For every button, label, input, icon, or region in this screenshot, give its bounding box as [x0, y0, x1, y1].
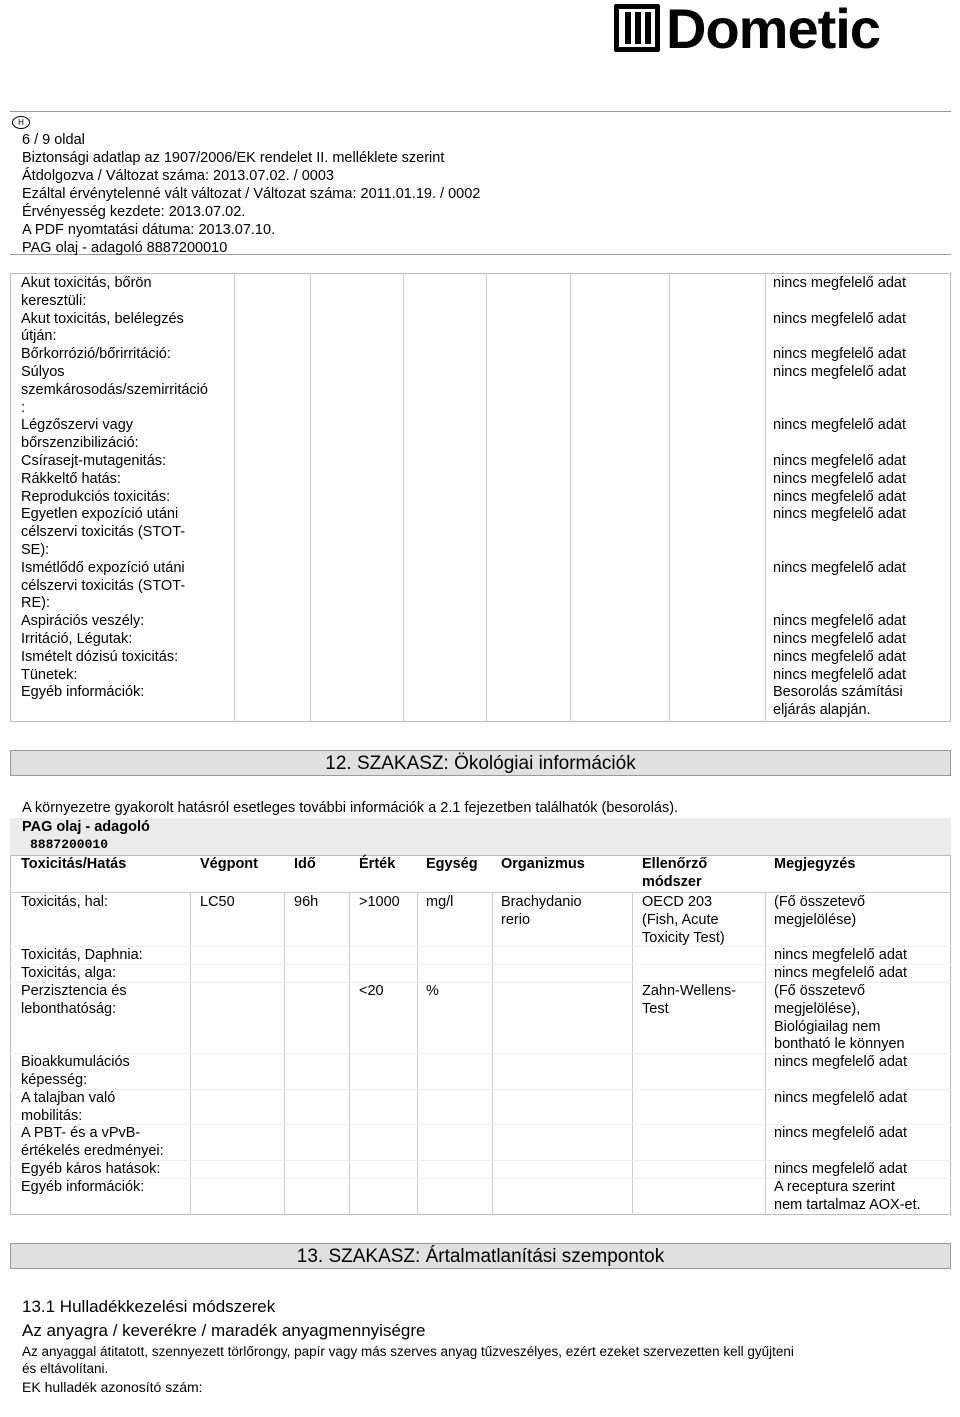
ecotox-cell: Toxicitás, Daphnia:	[21, 947, 143, 964]
ecotox-cell: (Fish, Acute	[642, 911, 719, 928]
section-13-heading: 13. SZAKASZ: Ártalmatlanítási szempontok	[10, 1243, 951, 1269]
tox-value: nincs megfelelő adat	[773, 275, 906, 291]
tox-value: nincs megfelelő adat	[773, 488, 906, 505]
ecotox-cell: megjelölése),	[774, 1000, 861, 1017]
tox-value: nincs megfelelő adat	[773, 453, 906, 469]
tox-label: Irritáció, Légutak:	[21, 631, 133, 647]
tox-label: RE):	[21, 595, 50, 612]
product-name: PAG olaj - adagoló	[22, 819, 150, 835]
ecotox-cell: Zahn-Wellens-	[642, 983, 737, 999]
column-header: módszer	[642, 873, 702, 890]
tox-label: Ismétlődő expozíció utáni	[21, 559, 185, 576]
ecotox-cell: >1000	[359, 894, 400, 910]
tox-label: bőrszenzibilizáció:	[21, 435, 139, 452]
ecotox-cell: Egyéb káros hatások:	[21, 1161, 161, 1177]
ecotox-cell: Test	[642, 1000, 669, 1017]
ecotox-cell: Biológiailag nem	[774, 1018, 881, 1035]
column-header: Megjegyzés	[774, 856, 856, 872]
tox-value: nincs megfelelő adat	[773, 470, 906, 487]
tox-value: eljárás alapján.	[773, 702, 871, 719]
ecotox-cell: nincs megfelelő adat	[774, 1161, 907, 1177]
ecotox-cell: megjelölése)	[774, 911, 857, 928]
ecotox-cell: Brachydanio	[501, 894, 582, 910]
ecotox-cell: képesség:	[21, 1072, 88, 1088]
ecotox-cell: A talajban való	[21, 1089, 116, 1106]
subsection-13-1: 13.1 Hulladékkezelési módszerek	[22, 1297, 276, 1316]
tox-value: nincs megfelelő adat	[773, 613, 906, 630]
ecotox-cell: %	[426, 983, 439, 999]
ecotox-cell: LC50	[200, 894, 235, 910]
ecotox-cell: (Fő összetevő	[774, 894, 866, 910]
tox-value: nincs megfelelő adat	[773, 666, 906, 683]
tox-value: nincs megfelelő adat	[773, 346, 906, 363]
column-header: Organizmus	[501, 856, 585, 872]
tox-value: nincs megfelelő adat	[773, 417, 906, 434]
ecotox-cell: lebonthatóság:	[21, 1000, 117, 1017]
tox-value: nincs megfelelő adat	[773, 506, 906, 523]
tox-label: SE):	[21, 542, 50, 558]
ecotox-cell: A PBT- és a vPvB-	[21, 1125, 141, 1142]
ecotox-cell: Egyéb információk:	[21, 1178, 145, 1195]
tox-label: Ismételt dózisú toxicitás:	[21, 648, 179, 665]
ecotox-cell: nincs megfelelő adat	[774, 965, 907, 982]
tox-label: Súlyos	[21, 364, 65, 380]
ecotox-cell: <20	[359, 983, 384, 999]
page-number: 6 / 9 oldal	[22, 132, 85, 148]
valid-from-line: Érvényesség kezdete: 2013.07.02.	[22, 204, 246, 220]
ecotox-cell: értékelés eredményei:	[21, 1143, 164, 1160]
language-badge: H	[12, 116, 30, 129]
revision-line: Átdolgozva / Változat száma: 2013.07.02. / 0003	[22, 168, 334, 184]
tox-label: Reprodukciós toxicitás:	[21, 488, 171, 505]
tox-label: Egyetlen expozíció utáni	[21, 506, 179, 523]
ecotox-cell: nincs megfelelő adat	[774, 1054, 907, 1071]
column-header: Ellenőrző	[642, 856, 708, 872]
section-12-intro: A környezetre gyakorolt hatásról esetleges további információk a 2.1 fejezetben találhatók (besorolás).	[22, 800, 679, 816]
column-header: Végpont	[200, 856, 258, 872]
product-band	[10, 818, 951, 855]
section-12-heading: 12. SZAKASZ: Ökológiai információk	[10, 750, 951, 776]
logo-text: Dometic	[666, 0, 880, 60]
ecotox-cell: A receptura szerint	[774, 1178, 895, 1195]
ecotox-cell: 96h	[294, 894, 319, 910]
ecotox-cell: Toxicity Test)	[642, 929, 725, 946]
regulation-line: Biztonsági adatlap az 1907/2006/EK rendelet II. melléklete szerint	[22, 150, 445, 166]
tox-label: Bőrkorrózió/bőrirritáció:	[21, 346, 171, 363]
tox-label: Egyéb információk:	[21, 684, 145, 701]
logo-mark	[614, 4, 660, 52]
waste-subheading: Az anyagra / keverékre / maradék anyagmennyiségre	[22, 1321, 426, 1340]
ecotox-cell: Bioakkumulációs	[21, 1054, 130, 1071]
tox-label: Aspirációs veszély:	[21, 613, 145, 630]
waste-code-label: EK hulladék azonosító szám:	[22, 1379, 203, 1395]
column-header: Idő	[294, 856, 316, 872]
column-header: Érték	[359, 856, 396, 872]
column-header: Egység	[426, 856, 478, 872]
ecotox-cell: nincs megfelelő adat	[774, 947, 907, 964]
ecotox-cell: Toxicitás, hal:	[21, 894, 109, 910]
product-line: PAG olaj - adagoló 8887200010	[22, 240, 228, 256]
ecotox-cell: Perzisztencia és	[21, 983, 127, 999]
ecotox-cell: nincs megfelelő adat	[774, 1125, 907, 1142]
ecotox-cell: nem tartalmaz AOX-et.	[774, 1196, 921, 1213]
tox-label: :	[21, 399, 26, 416]
ecotox-cell: rerio	[501, 911, 531, 928]
tox-label: Légzőszervi vagy	[21, 417, 134, 434]
tox-label: szemkárosodás/szemirritáció	[21, 381, 208, 398]
product-code: 8887200010	[30, 837, 109, 852]
ecotox-cell: mobilitás:	[21, 1107, 83, 1124]
tox-label: Csírasejt-mutagenitás:	[21, 453, 167, 469]
tox-label: Akut toxicitás, bőrön	[21, 275, 152, 291]
waste-body-line-2: és eltávolítani.	[22, 1361, 109, 1376]
ecotox-cell: Toxicitás, alga:	[21, 965, 117, 982]
superseded-line: Ezáltal érvénytelenné vált változat / Változat száma: 2011.01.19. / 0002	[22, 186, 481, 202]
waste-body-line-1: Az anyaggal átitatott, szennyezett törlőrongy, papír vagy más szerves anyag tűzveszélyes, ezért ezeket szervezetten kell gyűjteni	[22, 1344, 794, 1359]
ecotox-cell: (Fő összetevő	[774, 983, 866, 999]
tox-label: keresztüli:	[21, 292, 87, 309]
tox-label: útján:	[21, 328, 57, 345]
tox-label: Rákkeltő hatás:	[21, 470, 121, 487]
column-header: Toxicitás/Hatás	[21, 856, 127, 872]
tox-value: Besorolás számítási	[773, 684, 903, 701]
tox-value: nincs megfelelő adat	[773, 559, 906, 576]
ecotox-cell: mg/l	[426, 894, 454, 910]
tox-value: nincs megfelelő adat	[773, 648, 906, 665]
tox-value: nincs megfelelő adat	[773, 631, 906, 647]
tox-value: nincs megfelelő adat	[773, 310, 906, 327]
tox-label: Tünetek:	[21, 666, 78, 683]
tox-value: nincs megfelelő adat	[773, 364, 906, 380]
tox-label: célszervi toxicitás (STOT-	[21, 524, 186, 541]
ecotox-cell: OECD 203	[642, 894, 713, 910]
tox-label: célszervi toxicitás (STOT-	[21, 577, 186, 594]
print-date-line: A PDF nyomtatási dátuma: 2013.07.10.	[22, 222, 276, 238]
dometic-logo	[614, 0, 960, 60]
ecotox-cell: nincs megfelelő adat	[774, 1089, 907, 1106]
tox-label: Akut toxicitás, belélegzés	[21, 310, 184, 327]
ecotox-cell: bontható le könnyen	[774, 1036, 905, 1053]
